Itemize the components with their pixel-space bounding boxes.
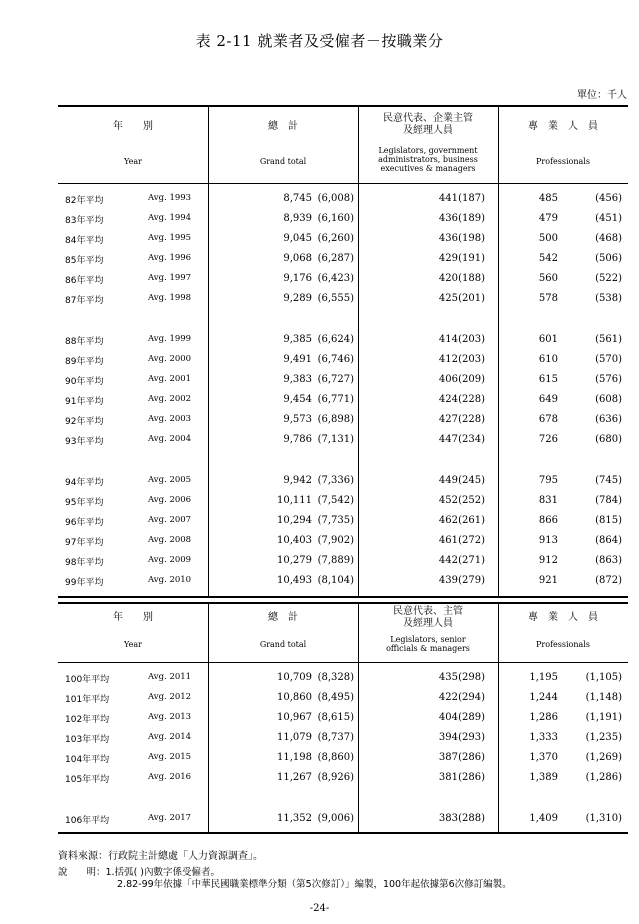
table-row	[58, 411, 628, 431]
managers-cell: 461	[438, 535, 458, 546]
total-cell: 10,403	[277, 535, 312, 546]
year-zh-cell: 85年平均	[65, 256, 104, 266]
managers-employees-cell: (234)	[458, 434, 485, 445]
managers-cell: 427	[438, 414, 458, 425]
note-1: 說 明：1.括弧( )內數字係受僱者。	[58, 867, 220, 878]
total-employees-cell: (8,926)	[317, 772, 354, 783]
table-row	[58, 492, 628, 512]
header-year-zh: 年 別	[113, 121, 153, 132]
professionals-cell: 678	[538, 414, 558, 425]
total-employees-cell: (8,615)	[317, 712, 354, 723]
professionals-cell: 485	[538, 193, 558, 204]
page-number: -24-	[309, 903, 330, 914]
header-managers-zh-line2: 及經理人員	[403, 124, 453, 136]
managers-cell: 452	[438, 495, 458, 506]
professionals-employees-cell: (745)	[595, 475, 622, 486]
managers-cell: 404	[438, 712, 458, 723]
total-cell: 9,383	[283, 374, 312, 385]
year-en-cell: Avg. 2016	[148, 772, 192, 782]
professionals-cell: 479	[538, 213, 558, 224]
professionals-employees-cell: (1,310)	[585, 813, 622, 824]
year-zh-cell: 84年平均	[65, 236, 104, 246]
professionals-employees-cell: (784)	[595, 495, 622, 506]
year-zh-cell: 93年平均	[65, 437, 104, 447]
table-row	[58, 391, 628, 411]
table-row	[58, 331, 628, 351]
managers-cell: 424	[438, 394, 458, 405]
managers-cell: 387	[438, 752, 458, 763]
header-managers-zh	[358, 113, 498, 136]
year-zh-cell: 88年平均	[65, 337, 104, 347]
professionals-cell: 500	[538, 233, 558, 244]
managers-cell: 441	[438, 193, 458, 204]
total-cell: 10,860	[277, 692, 312, 703]
total-employees-cell: (7,336)	[317, 475, 354, 486]
year-en-cell: Avg. 2014	[148, 732, 192, 742]
year-zh-cell: 103年平均	[65, 735, 110, 745]
table-row	[58, 532, 628, 552]
total-employees-cell: (6,287)	[317, 253, 354, 264]
total-cell: 9,289	[283, 293, 312, 304]
header-professionals-zh: 專 業 人 員	[528, 121, 598, 132]
professionals-cell: 1,409	[529, 813, 558, 824]
year-en-cell: Avg. 1996	[148, 253, 192, 263]
table-row	[58, 709, 628, 729]
year-en-cell: Avg. 1999	[148, 334, 192, 344]
header-year-zh: 年 別	[113, 612, 153, 623]
professionals-employees-cell: (608)	[595, 394, 622, 405]
professionals-employees-cell: (561)	[595, 334, 622, 345]
professionals-employees-cell: (863)	[595, 555, 622, 566]
header-professionals-zh: 專 業 人 員	[528, 612, 598, 623]
professionals-employees-cell: (680)	[595, 434, 622, 445]
header-total-en: Grand total	[259, 157, 307, 166]
professionals-employees-cell: (1,235)	[585, 732, 622, 743]
professionals-employees-cell: (451)	[595, 213, 622, 224]
year-zh-cell: 89年平均	[65, 357, 104, 367]
managers-employees-cell: (209)	[458, 374, 485, 385]
year-en-cell: Avg. 2003	[148, 414, 192, 424]
table-header	[58, 604, 628, 663]
year-zh-cell: 82年平均	[65, 196, 104, 206]
professionals-employees-cell: (815)	[595, 515, 622, 526]
year-en-cell: Avg. 1997	[148, 273, 192, 283]
managers-employees-cell: (187)	[458, 193, 485, 204]
year-zh-cell: 97年平均	[65, 538, 104, 548]
year-en-cell: Avg. 1994	[148, 213, 192, 223]
managers-employees-cell: (198)	[458, 233, 485, 244]
year-en-cell: Avg. 2013	[148, 712, 192, 722]
managers-employees-cell: (279)	[458, 575, 485, 586]
total-employees-cell: (8,860)	[317, 752, 354, 763]
managers-employees-cell: (252)	[458, 495, 485, 506]
header-managers-zh-line1: 民意代表、企業主管	[383, 113, 473, 124]
managers-employees-cell: (188)	[458, 273, 485, 284]
year-zh-cell: 106年平均	[65, 816, 110, 826]
year-en-cell: Avg. 2012	[148, 692, 192, 702]
total-cell: 9,176	[283, 273, 312, 284]
total-cell: 9,491	[283, 354, 312, 365]
total-cell: 11,267	[277, 772, 312, 783]
managers-employees-cell: (271)	[458, 555, 485, 566]
professionals-employees-cell: (538)	[595, 293, 622, 304]
table-row	[58, 371, 628, 391]
header-managers-zh	[358, 606, 498, 629]
managers-cell: 381	[438, 772, 458, 783]
professionals-cell: 542	[538, 253, 558, 264]
total-cell: 11,352	[277, 813, 312, 824]
professionals-cell: 560	[538, 273, 558, 284]
professionals-employees-cell: (522)	[595, 273, 622, 284]
professionals-cell: 615	[538, 374, 558, 385]
table-row	[58, 512, 628, 532]
year-zh-cell: 99年平均	[65, 578, 104, 588]
year-en-cell: Avg. 1998	[148, 293, 192, 303]
data-source: 資料來源：行政院主計總處「人力資源調查」。	[58, 851, 263, 862]
table-body	[58, 184, 628, 596]
professionals-employees-cell: (1,148)	[585, 692, 622, 703]
table-row	[58, 810, 628, 830]
professionals-employees-cell: (864)	[595, 535, 622, 546]
header-managers-zh-line2: 及經理人員	[403, 617, 453, 629]
total-employees-cell: (8,104)	[317, 575, 354, 586]
total-employees-cell: (8,737)	[317, 732, 354, 743]
header-total-en: Grand total	[259, 640, 307, 649]
total-employees-cell: (6,746)	[317, 354, 354, 365]
year-en-cell: Avg. 1993	[148, 193, 192, 203]
managers-employees-cell: (286)	[458, 772, 485, 783]
professionals-employees-cell: (456)	[595, 193, 622, 204]
total-employees-cell: (6,008)	[317, 193, 354, 204]
table-row	[58, 190, 628, 210]
managers-cell: 414	[438, 334, 458, 345]
total-cell: 9,573	[283, 414, 312, 425]
managers-employees-cell: (294)	[458, 692, 485, 703]
total-employees-cell: (7,542)	[317, 495, 354, 506]
total-employees-cell: (9,006)	[317, 813, 354, 824]
employment-table-2011-2017	[58, 602, 628, 834]
header-managers-en	[358, 146, 498, 174]
managers-cell: 436	[438, 233, 458, 244]
managers-cell: 436	[438, 213, 458, 224]
total-cell: 10,709	[277, 672, 312, 683]
group-spacer	[58, 451, 628, 472]
year-en-cell: Avg. 1995	[148, 233, 192, 243]
professionals-employees-cell: (506)	[595, 253, 622, 264]
total-cell: 8,939	[283, 213, 312, 224]
total-cell: 10,967	[277, 712, 312, 723]
table-body	[58, 663, 628, 832]
managers-employees-cell: (298)	[458, 672, 485, 683]
total-employees-cell: (6,771)	[317, 394, 354, 405]
employment-table-1993-2010	[58, 105, 628, 598]
year-zh-cell: 104年平均	[65, 755, 110, 765]
year-zh-cell: 100年平均	[65, 675, 110, 685]
table-row	[58, 572, 628, 592]
professionals-employees-cell: (1,286)	[585, 772, 622, 783]
header-managers-en-line1: Legislators, government	[378, 146, 478, 155]
total-cell: 8,745	[283, 193, 312, 204]
total-cell: 9,942	[283, 475, 312, 486]
total-employees-cell: (6,160)	[317, 213, 354, 224]
managers-employees-cell: (288)	[458, 813, 485, 824]
year-zh-cell: 91年平均	[65, 397, 104, 407]
header-professionals-en: Professionals	[536, 157, 590, 166]
professionals-cell: 726	[538, 434, 558, 445]
managers-employees-cell: (203)	[458, 354, 485, 365]
total-cell: 11,079	[277, 732, 312, 743]
year-en-cell: Avg. 2001	[148, 374, 192, 384]
total-employees-cell: (8,495)	[317, 692, 354, 703]
header-total-zh: 總 計	[268, 612, 298, 623]
total-employees-cell: (6,898)	[317, 414, 354, 425]
managers-cell: 422	[438, 692, 458, 703]
year-en-cell: Avg. 2011	[148, 672, 192, 682]
header-managers-en-line3: executives & managers	[380, 164, 476, 174]
managers-employees-cell: (228)	[458, 414, 485, 425]
managers-cell: 406	[438, 374, 458, 385]
professionals-employees-cell: (1,269)	[585, 752, 622, 763]
group-spacer	[58, 310, 628, 331]
managers-employees-cell: (201)	[458, 293, 485, 304]
total-employees-cell: (6,727)	[317, 374, 354, 385]
managers-employees-cell: (191)	[458, 253, 485, 264]
header-managers-en-line2: officials & managers	[386, 644, 470, 654]
professionals-cell: 601	[538, 334, 558, 345]
total-cell: 10,493	[277, 575, 312, 586]
year-zh-cell: 92年平均	[65, 417, 104, 427]
table-row	[58, 270, 628, 290]
year-zh-cell: 95年平均	[65, 498, 104, 508]
professionals-cell: 649	[538, 394, 558, 405]
professionals-cell: 795	[538, 475, 558, 486]
table-row	[58, 729, 628, 749]
professionals-cell: 921	[538, 575, 558, 586]
total-cell: 9,068	[283, 253, 312, 264]
header-year-en: Year	[124, 157, 142, 166]
page-title: 表 2-11 就業者及受僱者－按職業分	[195, 32, 444, 50]
managers-cell: 435	[438, 672, 458, 683]
header-managers-zh-line1: 民意代表、主管	[393, 606, 463, 617]
year-en-cell: Avg. 2009	[148, 555, 192, 565]
managers-cell: 425	[438, 293, 458, 304]
managers-employees-cell: (286)	[458, 752, 485, 763]
year-zh-cell: 105年平均	[65, 775, 110, 785]
header-total-zh: 總 計	[268, 121, 298, 132]
professionals-cell: 1,244	[529, 692, 558, 703]
table-row	[58, 669, 628, 689]
table-header	[58, 107, 628, 184]
total-employees-cell: (6,555)	[317, 293, 354, 304]
managers-employees-cell: (189)	[458, 213, 485, 224]
year-en-cell: Avg. 2015	[148, 752, 192, 762]
total-cell: 10,111	[277, 495, 312, 506]
professionals-cell: 578	[538, 293, 558, 304]
table-row	[58, 230, 628, 250]
professionals-employees-cell: (570)	[595, 354, 622, 365]
group-spacer	[58, 789, 628, 810]
managers-employees-cell: (272)	[458, 535, 485, 546]
professionals-cell: 831	[538, 495, 558, 506]
table-row	[58, 472, 628, 492]
managers-employees-cell: (293)	[458, 732, 485, 743]
professionals-employees-cell: (576)	[595, 374, 622, 385]
managers-employees-cell: (289)	[458, 712, 485, 723]
year-en-cell: Avg. 2004	[148, 434, 192, 444]
managers-employees-cell: (228)	[458, 394, 485, 405]
professionals-employees-cell: (1,191)	[585, 712, 622, 723]
total-employees-cell: (6,260)	[317, 233, 354, 244]
header-managers-en-line2: administrators, business	[378, 155, 478, 165]
table-row	[58, 351, 628, 371]
year-zh-cell: 83年平均	[65, 216, 104, 226]
professionals-cell: 912	[538, 555, 558, 566]
professionals-employees-cell: (468)	[595, 233, 622, 244]
note-2: 2.82-99年依據「中華民國職業標準分類（第5次修訂）」編製，100年起依據第6次修訂編製。	[117, 879, 512, 890]
managers-employees-cell: (261)	[458, 515, 485, 526]
managers-cell: 420	[438, 273, 458, 284]
professionals-cell: 1,333	[529, 732, 558, 743]
year-en-cell: Avg. 2008	[148, 535, 192, 545]
table-row	[58, 250, 628, 270]
year-zh-cell: 86年平均	[65, 276, 104, 286]
year-zh-cell: 96年平均	[65, 518, 104, 528]
managers-cell: 449	[438, 475, 458, 486]
professionals-cell: 1,195	[529, 672, 558, 683]
table-row	[58, 689, 628, 709]
year-zh-cell: 90年平均	[65, 377, 104, 387]
managers-cell: 447	[438, 434, 458, 445]
total-cell: 9,454	[283, 394, 312, 405]
year-zh-cell: 101年平均	[65, 695, 110, 705]
professionals-employees-cell: (872)	[595, 575, 622, 586]
total-cell: 9,045	[283, 233, 312, 244]
year-en-cell: Avg. 2006	[148, 495, 192, 505]
table-row	[58, 552, 628, 572]
total-employees-cell: (7,735)	[317, 515, 354, 526]
total-cell: 9,786	[283, 434, 312, 445]
total-employees-cell: (6,423)	[317, 273, 354, 284]
header-year-en: Year	[124, 640, 142, 649]
year-en-cell: Avg. 2010	[148, 575, 192, 585]
total-employees-cell: (7,902)	[317, 535, 354, 546]
year-en-cell: Avg. 2002	[148, 394, 192, 404]
total-cell: 10,279	[277, 555, 312, 566]
managers-cell: 394	[438, 732, 458, 743]
table-row	[58, 210, 628, 230]
managers-cell: 412	[438, 354, 458, 365]
total-cell: 10,294	[277, 515, 312, 526]
total-cell: 11,198	[277, 752, 312, 763]
managers-cell: 429	[438, 253, 458, 264]
header-managers-en	[358, 635, 498, 653]
professionals-employees-cell: (636)	[595, 414, 622, 425]
year-zh-cell: 98年平均	[65, 558, 104, 568]
year-en-cell: Avg. 2007	[148, 515, 192, 525]
professionals-cell: 913	[538, 535, 558, 546]
year-zh-cell: 102年平均	[65, 715, 110, 725]
professionals-cell: 1,370	[529, 752, 558, 763]
professionals-cell: 1,389	[529, 772, 558, 783]
table-row	[58, 749, 628, 769]
total-employees-cell: (7,889)	[317, 555, 354, 566]
table-row	[58, 290, 628, 310]
total-cell: 9,385	[283, 334, 312, 345]
unit-label: 單位：千人	[577, 90, 627, 101]
managers-employees-cell: (203)	[458, 334, 485, 345]
professionals-cell: 610	[538, 354, 558, 365]
year-en-cell: Avg. 2017	[148, 813, 192, 823]
managers-cell: 442	[438, 555, 458, 566]
professionals-cell: 1,286	[529, 712, 558, 723]
year-zh-cell: 94年平均	[65, 478, 104, 488]
year-en-cell: Avg. 2005	[148, 475, 192, 485]
total-employees-cell: (7,131)	[317, 434, 354, 445]
year-zh-cell: 87年平均	[65, 296, 104, 306]
professionals-cell: 866	[538, 515, 558, 526]
table-row	[58, 769, 628, 789]
total-employees-cell: (8,328)	[317, 672, 354, 683]
managers-cell: 439	[438, 575, 458, 586]
managers-employees-cell: (245)	[458, 475, 485, 486]
header-managers-en-line1: Legislators, senior	[390, 635, 466, 644]
managers-cell: 383	[438, 813, 458, 824]
professionals-employees-cell: (1,105)	[585, 672, 622, 683]
total-employees-cell: (6,624)	[317, 334, 354, 345]
table-row	[58, 431, 628, 451]
managers-cell: 462	[438, 515, 458, 526]
year-en-cell: Avg. 2000	[148, 354, 192, 364]
header-professionals-en: Professionals	[536, 640, 590, 649]
